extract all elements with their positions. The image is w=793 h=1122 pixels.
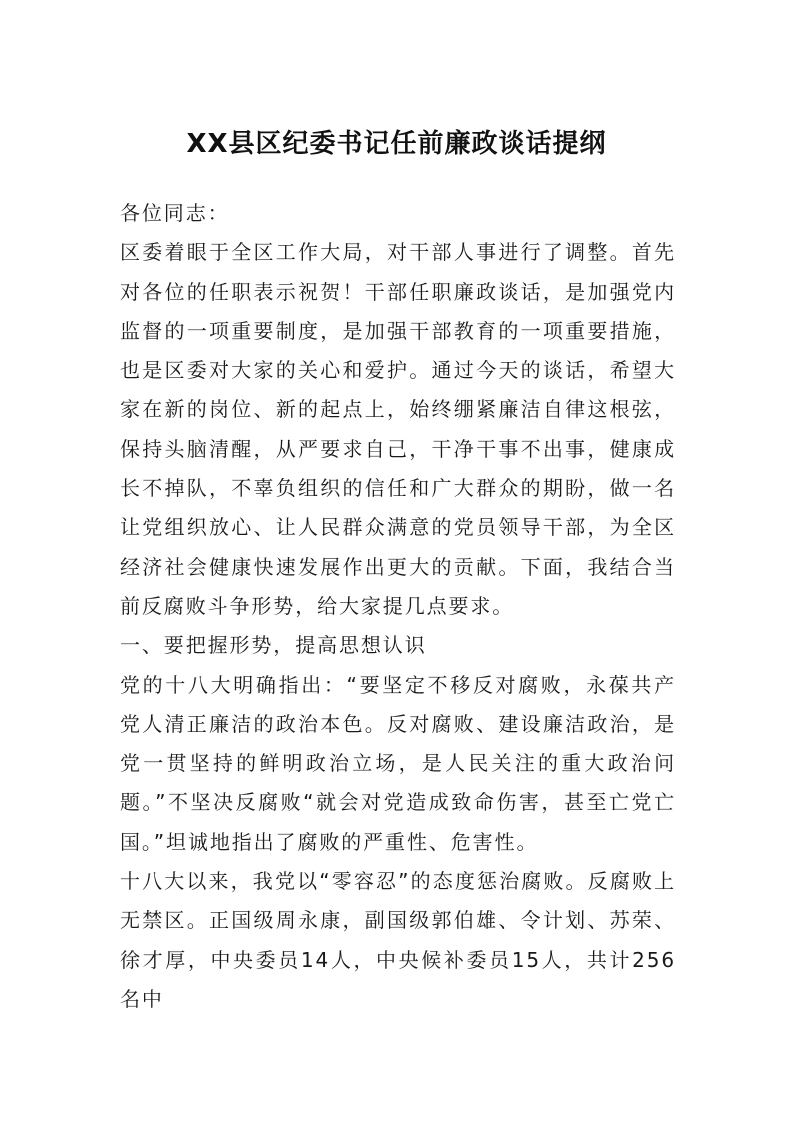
paragraph-anti-corruption: 十八大以来，我党以“零容忍”的态度惩治腐败。反腐败上无禁区。正国级周永康，副国级郭伯雄、令计划、苏荣、徐才厚，中央委员14人，中央候补委员15人，共计256名中 xyxy=(120,869,676,1011)
paragraph-18th-congress: 党的十八大明确指出：“要坚定不移反对腐败，永葆共产党人清正廉洁的政治本色。反对腐败、建设廉洁政治，是党一贯坚持的鲜明政治立场，是人民关注的重大政治问题。”不坚决反腐败“就会对党造成致命伤害，甚至亡党亡国。”坦诚地指出了腐败的严重性、危害性。 xyxy=(120,672,676,854)
salutation: 各位同志： xyxy=(120,201,230,225)
document-title: XX县区纪委书记任前廉政谈话提纲 xyxy=(186,129,607,159)
section-heading-1: 一、要把握形势，提高思想认识 xyxy=(120,633,427,658)
document-body xyxy=(120,194,676,1019)
paragraph-intro: 区委着眼于全区工作大局，对干部人事进行了调整。首先对各位的任职表示祝贺！干部任职廉政谈话，是加强党内监督的一项重要制度，是加强干部教育的一项重要措施，也是区委对大家的关心和爱护。通过今天的谈话，希望大家在新的岗位、新的起点上，始终绷紧廉洁自律这根弦，保持头脑清醒，从严要求自己，干净干事不出事，健康成长不掉队，不辜负组织的信任和广大群众的期盼，做一名让党组织放心、让人民群众满意的党员领导干部，为全区经济社会健康快速发展作出更大的贡献。下面，我结合当前反腐败斗争形势，给大家提几点要求。 xyxy=(120,240,676,618)
